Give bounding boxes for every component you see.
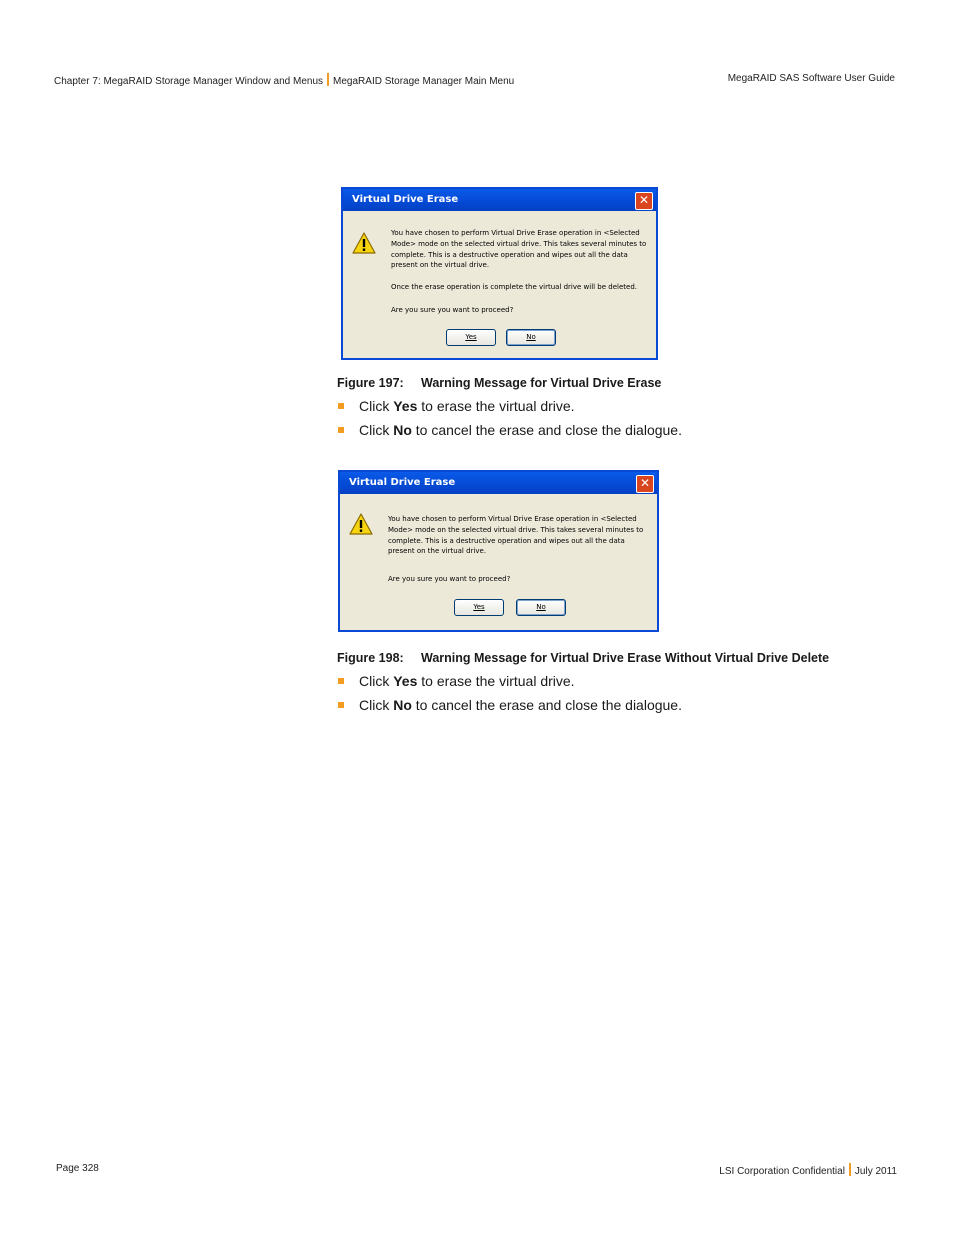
close-icon[interactable]: ✕ — [636, 475, 654, 493]
dialog-title: Virtual Drive Erase — [352, 194, 459, 205]
dialog-message — [388, 514, 643, 585]
figure-number: Figure 197: — [337, 376, 404, 390]
footer-separator — [849, 1163, 851, 1176]
dialog-message — [391, 228, 646, 316]
page-number: Page 328 — [56, 1163, 99, 1174]
figure-number: Figure 198: — [337, 651, 404, 665]
message-line: Are you sure you want to proceed? — [388, 575, 511, 584]
header-chapter: Chapter 7: MegaRAID Storage Manager Window and Menus — [54, 76, 324, 87]
list-item: Click No to cancel the erase and close the dialogue. — [337, 420, 682, 444]
figure-caption-198 — [337, 651, 829, 665]
warning-icon — [349, 512, 373, 536]
bullet-square-icon — [338, 427, 344, 433]
message-line: complete. This is a destructive operation and wipes out all the data — [388, 536, 625, 545]
message-line: present on the virtual drive. — [388, 547, 487, 556]
footer-date: July 2011 — [854, 1166, 897, 1177]
yes-button[interactable]: Yes — [446, 329, 496, 346]
message-line: You have chosen to perform Virtual Drive Erase operation in <Selected — [388, 515, 637, 523]
no-button[interactable]: No — [506, 329, 556, 346]
message-line: Are you sure you want to proceed? — [391, 305, 514, 314]
list-item: Click Yes to erase the virtual drive. — [337, 671, 682, 695]
header-section: MegaRAID Storage Manager Main Menu — [333, 76, 515, 87]
bullet-square-icon — [338, 702, 344, 708]
virtual-drive-erase-dialog-197 — [341, 187, 658, 360]
figure-title: Warning Message for Virtual Drive Erase Without Virtual Drive Delete — [421, 651, 830, 665]
message-line: Once the erase operation is complete the virtual drive will be deleted. — [391, 283, 638, 292]
bullet-square-icon — [338, 678, 344, 684]
header-guide-title: MegaRAID SAS Software User Guide — [727, 73, 895, 84]
figure-caption-197 — [337, 376, 661, 390]
page-header-left — [54, 73, 514, 87]
figure-title: Warning Message for Virtual Drive Erase — [421, 376, 662, 390]
list-item: Click Yes to erase the virtual drive. — [337, 396, 682, 420]
bullet-square-icon — [338, 403, 344, 409]
dialog-titlebar — [343, 189, 656, 211]
footer-confidential: LSI Corporation Confidential — [719, 1166, 845, 1177]
message-line: complete. This is a destructive operation and wipes out all the data — [391, 250, 628, 259]
message-line: You have chosen to perform Virtual Drive Erase operation in <Selected — [391, 229, 640, 237]
instruction-list-198 — [337, 671, 682, 718]
warning-icon — [352, 231, 376, 255]
message-line: Mode> mode on the selected virtual drive. This takes several minutes to — [388, 525, 644, 534]
message-line: Mode> mode on the selected virtual drive. This takes several minutes to — [391, 239, 647, 248]
yes-button[interactable]: Yes — [454, 599, 504, 616]
no-button[interactable]: No — [516, 599, 566, 616]
dialog-title: Virtual Drive Erase — [349, 477, 456, 488]
dialog-titlebar — [340, 472, 657, 494]
instruction-list-197 — [337, 396, 682, 443]
close-icon[interactable]: ✕ — [635, 192, 653, 210]
virtual-drive-erase-dialog-198 — [338, 470, 659, 632]
header-separator — [327, 73, 329, 86]
list-item: Click No to cancel the erase and close the dialogue. — [337, 695, 682, 719]
page-footer-right — [719, 1163, 897, 1177]
message-line: present on the virtual drive. — [391, 261, 490, 270]
